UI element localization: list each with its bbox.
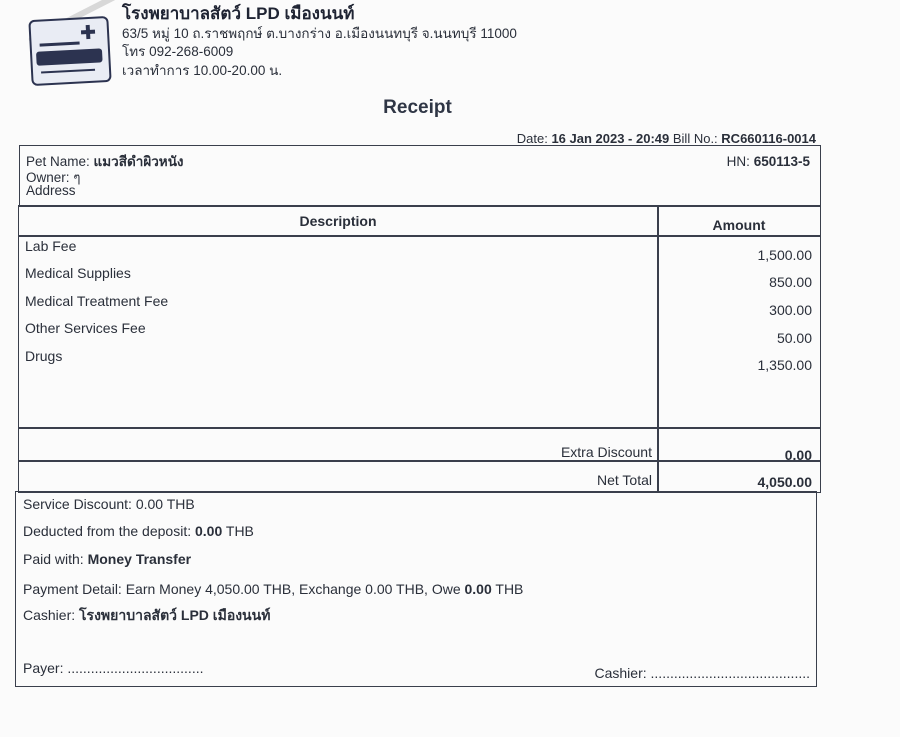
payer-signature-line: Payer: ...................................: [23, 660, 204, 676]
deposit-value: 0.00: [195, 523, 223, 539]
date-bill-line: [517, 131, 816, 146]
cashier-value: โรงพยาบาลสัตว์ LPD เมืองนนท์: [79, 607, 271, 623]
bill-label: Bill No.:: [672, 131, 718, 146]
hospital-header: [30, 0, 630, 85]
pet-name-value: แมวสีดำผิวหนัง: [93, 154, 184, 169]
hn-value: 650113-5: [753, 154, 810, 169]
pet-name-label: Pet Name:: [26, 154, 90, 169]
line-item-amount: 1,500.00: [757, 247, 812, 263]
paid-with-line: [23, 551, 191, 567]
date-value: 16 Jan 2023 - 20:49: [551, 131, 670, 146]
extra-discount-label: Extra Discount: [560, 444, 652, 460]
description-header: Description: [299, 213, 377, 229]
column-divider: [657, 206, 659, 492]
hospital-phone: โทร 092-268-6009: [122, 44, 234, 59]
deposit-line: [23, 523, 254, 539]
owner-value: ๆ: [73, 170, 81, 185]
line-item-description: Medical Supplies: [25, 265, 131, 281]
line-item-amount: 1,350.00: [757, 357, 812, 373]
extra-discount-value: 0.00: [784, 447, 812, 463]
owe-unit: THB: [495, 581, 524, 597]
line-item-description: Other Services Fee: [25, 320, 146, 336]
net-total-label: Net Total: [597, 472, 652, 488]
summary-divider: [19, 460, 820, 462]
hn-line: [727, 154, 810, 169]
payment-info-box: [15, 491, 817, 687]
hospital-hours: เวลาทำการ 10.00-20.00 น.: [122, 63, 283, 78]
hospital-address: 63/5 หมู่ 10 ถ.ราชพฤกษ์ ต.บางกร่าง อ.เมืองนนทบุรี จ.นนทบุรี 11000: [122, 26, 517, 41]
cashier-signature-line: Cashier: .........................................: [594, 665, 810, 681]
address-label: Address: [26, 183, 76, 198]
hn-label: HN:: [726, 154, 750, 169]
line-item-amount: 300.00: [769, 302, 812, 318]
payment-detail-text: Payment Detail: Earn Money 4,050.00 THB, Exchange 0.00 THB, Owe: [23, 581, 461, 597]
owner-label: Owner:: [26, 170, 70, 185]
cashier-line: [23, 605, 270, 627]
net-total-value: 4,050.00: [757, 474, 812, 490]
line-item-description: Medical Treatment Fee: [25, 293, 169, 309]
line-item-description: Drugs: [25, 348, 63, 364]
receipt-title: Receipt: [383, 97, 452, 118]
items-divider: [19, 427, 820, 429]
pet-info-box: [19, 145, 821, 207]
charges-table: [18, 205, 821, 493]
deposit-label: Deducted from the deposit:: [23, 523, 192, 539]
service-discount: Service Discount: 0.00 THB: [23, 496, 195, 512]
date-label: Date:: [516, 131, 548, 146]
owe-value: 0.00: [464, 581, 492, 597]
hospital-name: โรงพยาบาลสัตว์ LPD เมืองนนท์: [122, 4, 355, 23]
amount-header: Amount: [712, 217, 766, 233]
line-item-amount: 850.00: [769, 274, 812, 290]
logo-phone-band: [36, 48, 103, 65]
hospital-logo: [28, 16, 111, 86]
bill-value: RC660116-0014: [721, 131, 816, 146]
header-divider: [19, 235, 820, 237]
paid-value: Money Transfer: [87, 551, 192, 567]
cashier-label: Cashier:: [23, 607, 76, 623]
medical-cross-icon: [81, 25, 96, 40]
line-item-amount: 50.00: [776, 330, 812, 346]
paid-label: Paid with:: [23, 551, 84, 567]
payment-detail-line: [23, 581, 523, 597]
line-item-description: Lab Fee: [25, 238, 77, 254]
deposit-unit: THB: [225, 523, 254, 539]
